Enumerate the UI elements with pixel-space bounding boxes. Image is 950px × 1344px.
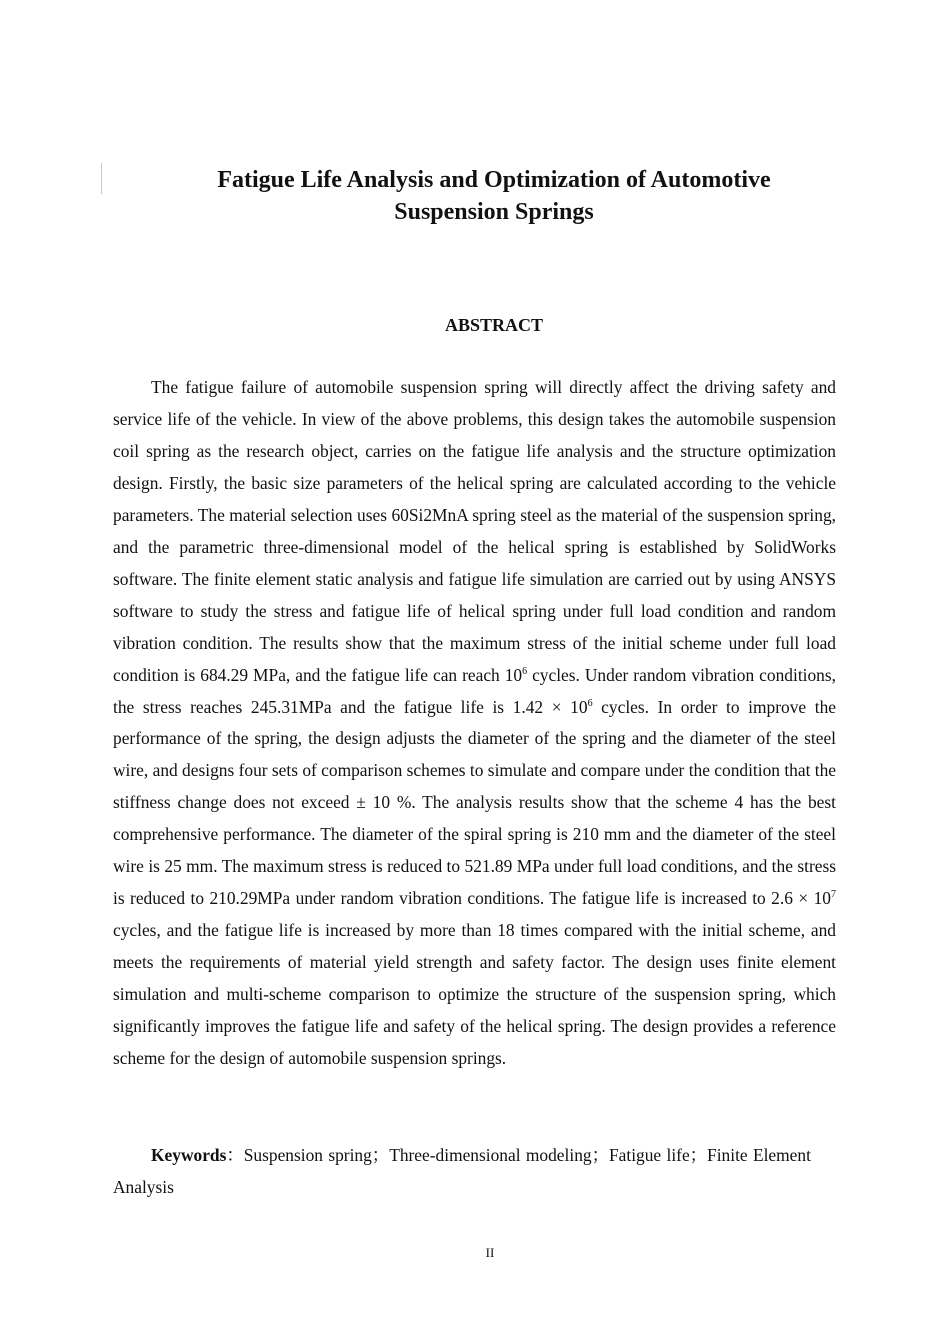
keywords-paragraph	[113, 1140, 836, 1203]
abstract-heading: ABSTRACT	[444, 315, 544, 335]
abstract-text-1: The fatigue failure of automobile suspension spring will directly affect the driving safety and service life of the vehicle. In view of the above problems, this design takes the automobile suspension coil spring as the research object, carries on the fatigue life analysis and the structure optimization design. Firstly, the basic size parameters of the helical spring are calculated according to the vehicle parameters. The material selection uses 60Si2MnA spring steel as the material of the suspension spring, and the parametric three-dimensional model of the helical spring is established by SolidWorks software. The finite element static analysis and fatigue life simulation are carried out by using ANSYS software to study the stress and fatigue life of helical spring under full load condition and random vibration condition. The results show that the maximum stress of the initial scheme under full load condition is 684.29 MPa, and the fatigue life can reach 10	[113, 377, 836, 685]
superscript-exponent-2: 6	[587, 697, 593, 709]
keywords-label: Keywords	[151, 1145, 227, 1165]
title-line-2: Suspension Springs	[394, 199, 594, 225]
abstract-text-3: cycles. In order to improve the performance of the spring, the design adjusts the diameter of the spring and the diameter of the steel wire, and designs four sets of comparison schemes to simulate and compare under the condition that the stiffness change does not exceed ± 10 %. The analysis results show that the scheme 4 has the best comprehensive performance. The diameter of the spiral spring is 210 mm and the diameter of the steel wire is 25 mm. The maximum stress is reduced to 521.89 MPa under full load conditions, and the stress is reduced to 210.29MPa under random vibration conditions. The fatigue life is increased to 2.6 × 10	[113, 696, 836, 909]
superscript-exponent-3: 7	[831, 889, 836, 901]
superscript-exponent-1: 6	[522, 665, 528, 677]
abstract-paragraph	[113, 372, 836, 1075]
page-number: II	[485, 1245, 495, 1260]
margin-mark	[101, 163, 102, 194]
abstract-text-4: cycles, and the fatigue life is increased by more than 18 times compared with the initial scheme, and meets the requirements of material yield strength and safety factor. The design uses finite element simulation and multi-scheme comparison to optimize the structure of the suspension spring, which significantly improves the fatigue life and safety of the helical spring. The design provides a reference scheme for the design of automobile suspension springs.	[113, 920, 836, 1069]
keywords-list: ：Suspension spring；Three-dimensional modeling；Fatigue life；Finite Element Analysis	[113, 1145, 811, 1197]
document-title	[113, 164, 875, 228]
title-line-1: Fatigue Life Analysis and Optimization of Automotive	[217, 167, 771, 193]
abstract-text-2: cycles. Under random vibration conditions, the stress reaches 245.31MPa and the fatigue life is 1.42 × 10	[113, 664, 836, 717]
